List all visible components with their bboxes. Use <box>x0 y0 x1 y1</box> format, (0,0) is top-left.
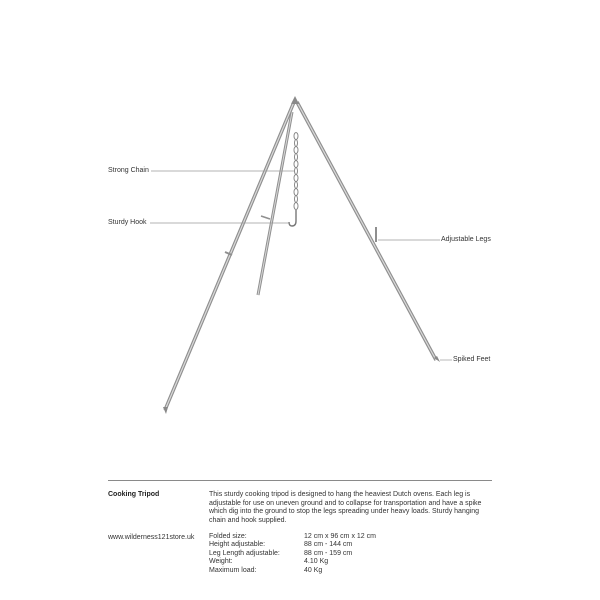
spec-row-folded-size <box>209 533 376 541</box>
spec-table <box>209 533 376 575</box>
spike-foot-left <box>163 407 168 414</box>
spec-value: 12 cm x 96 cm x 12 cm <box>304 533 376 540</box>
tripod-leg-right <box>297 102 436 360</box>
callout-leaders <box>150 171 452 360</box>
hook-icon <box>289 210 296 226</box>
spec-value: 4.10 Kg <box>304 558 329 566</box>
spec-row-height <box>209 541 376 549</box>
product-description: This sturdy cooking tripod is designed to hang the heaviest Dutch ovens. Each leg is adjustable for use on uneven ground and to collapse for transportation and have a spike which dig into the ground to stop the legs spreading under heavy loads. Sturdy hanging chain and hook supplied. <box>209 491 482 524</box>
website-link[interactable]: www.wilderness121store.uk <box>108 534 195 541</box>
spec-label: Weight: <box>209 558 233 566</box>
callout-adjustable-legs: Adjustable Legs <box>441 236 491 243</box>
spec-label: Height adjustable: <box>209 541 266 549</box>
callout-sturdy-hook: Sturdy Hook <box>108 219 147 226</box>
product-title: Cooking Tripod <box>108 491 160 498</box>
spec-value: 88 cm - 144 cm <box>304 541 353 549</box>
callout-spiked-feet: Spiked Feet <box>453 356 491 363</box>
spec-value: 40 Kg <box>304 566 323 574</box>
hanging-chain <box>294 133 298 210</box>
spec-row-leg-length <box>209 550 376 558</box>
section-divider <box>108 480 492 481</box>
spec-label: Leg Length adjustable: <box>209 549 280 557</box>
spec-label: Maximum load: <box>209 566 257 574</box>
spec-label: Folded size: <box>209 533 247 540</box>
tripod-leg-back <box>258 112 292 295</box>
tripod-top-cap <box>291 96 299 104</box>
spec-value: 88 cm - 159 cm <box>304 549 353 557</box>
callout-strong-chain: Strong Chain <box>108 167 149 174</box>
spec-row-weight <box>209 558 376 566</box>
tripod-leg-left <box>165 102 294 410</box>
spec-row-max-load <box>209 567 376 575</box>
